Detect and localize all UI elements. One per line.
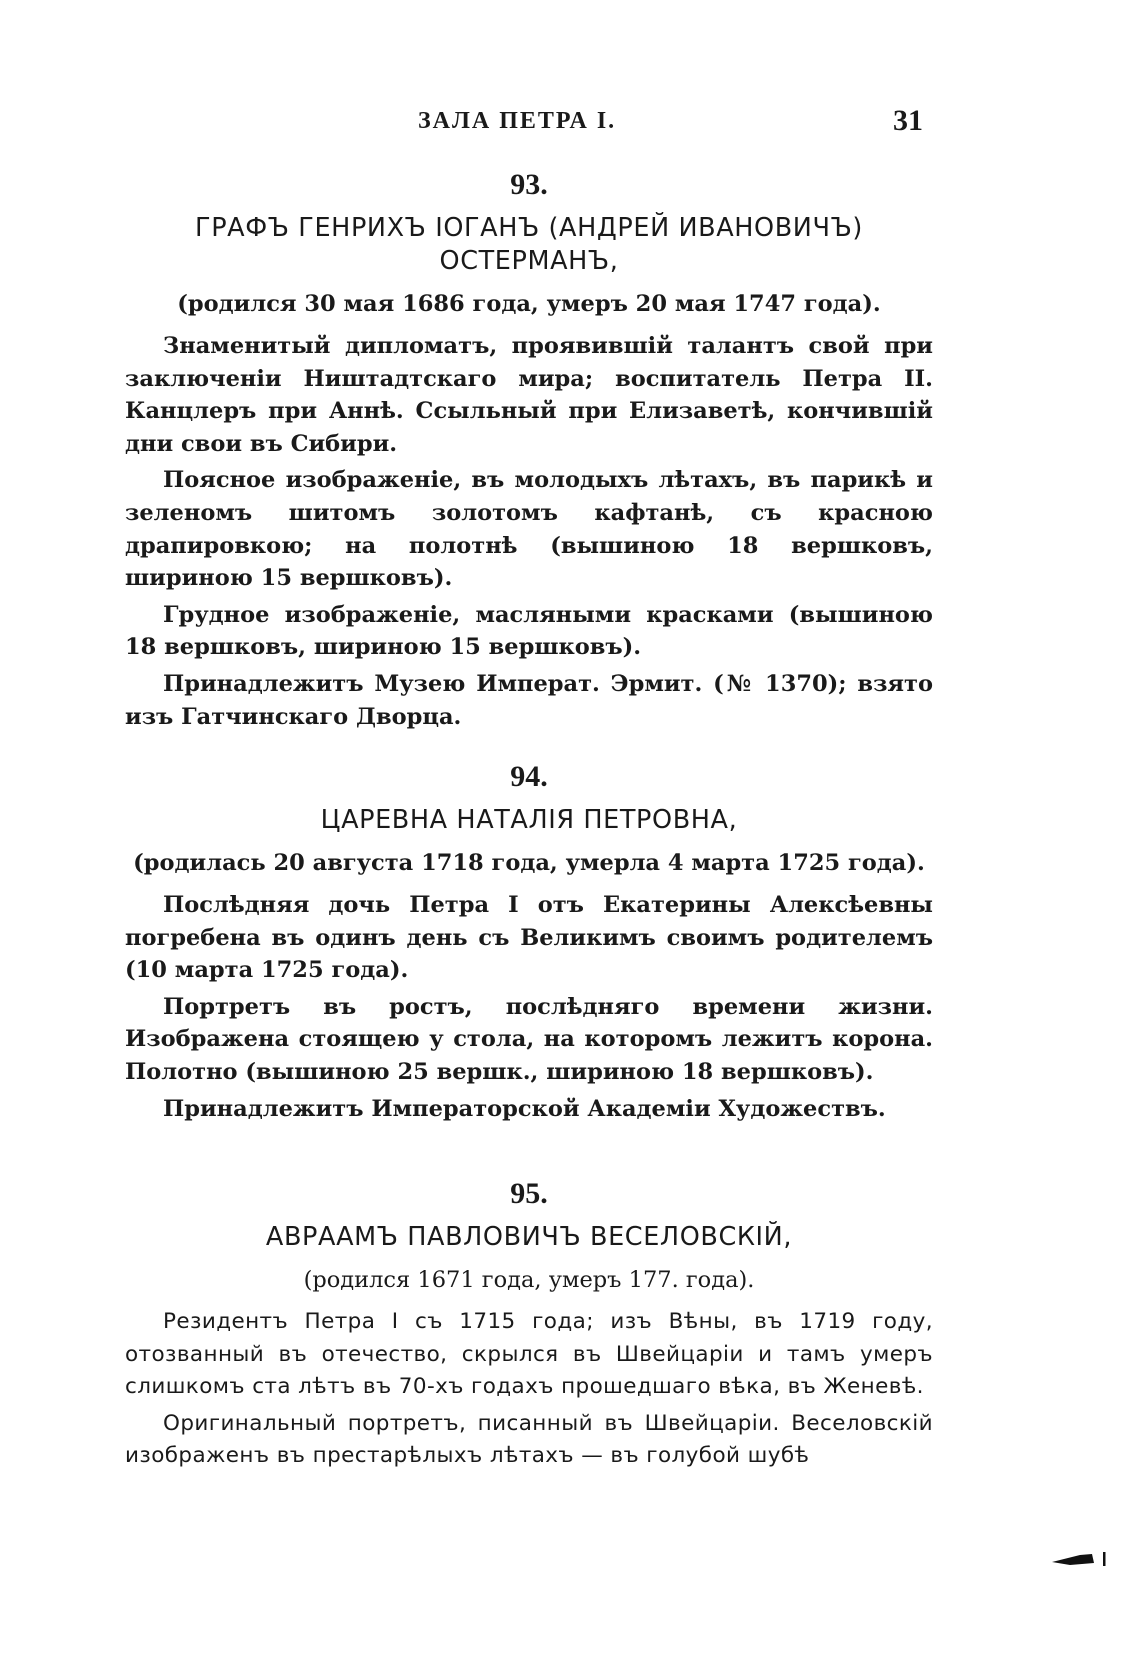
running-head-title: ЗАЛА ПЕТРА I. — [418, 108, 617, 134]
ink-smudge-icon — [1050, 1546, 1110, 1568]
entry-paragraph: Знаменитый дипломатъ, проявившій талантъ свой при заключеніи Ништадтскаго мира; воспитатель Петра II. Канцлеръ при Аннѣ. Ссыльный при Елизаветѣ, кончившій дни свои въ Сибири. — [125, 333, 933, 457]
entry-paragraph: Портретъ въ ростъ, послѣдняго времени жизни. Изображена стоящею у стола, на которомъ лежитъ корона. Полотно (вышиною 25 вершк., шириною 18 вершковъ). — [125, 993, 933, 1085]
entry-name-line-1: ЦАРЕВНА НАТАЛІЯ ПЕТРОВНА, — [320, 805, 738, 835]
entry-name-line-1: АВРААМЪ ПАВЛОВИЧЪ ВЕСЕЛОВСКІЙ, — [265, 1222, 793, 1252]
entry-number: 94. — [510, 760, 548, 793]
entry-paragraph: Грудное изображеніе, масляными красками (вышиною 18 вершковъ, шириною 15 вершковъ). — [125, 601, 933, 661]
entry-number: 93. — [510, 168, 548, 201]
entry-93 — [125, 168, 933, 737]
entry-dates: (родился 30 мая 1686 года, умеръ 20 мая 1747 года). — [177, 291, 881, 317]
entry-paragraph: Послѣдняя дочь Петра I отъ Екатерины Алексѣевны погребена въ одинъ день съ Великимъ своимъ родителемъ (10 марта 1725 года). — [125, 892, 933, 984]
entry-95 — [125, 1177, 933, 1477]
entry-paragraph: Резидентъ Петра I съ 1715 года; изъ Вѣны, въ 1719 году, отозванный въ отечество, скрылся въ Швейцаріи и тамъ умеръ слишкомъ ста лѣтъ въ 70-хъ годахъ прошедшаго вѣка, въ Женевѣ. — [125, 1309, 933, 1400]
entry-dates: (родился 1671 года, умеръ 177. года). — [303, 1267, 755, 1293]
entry-paragraph: Оригинальный портретъ, писанный въ Швейцаріи. Веселовскій изображенъ въ престарѣлыхъ лѣтахъ — въ голубой шубѣ — [125, 1410, 933, 1469]
entry-paragraph: Поясное изображеніе, въ молодыхъ лѣтахъ, въ парикѣ и зеленомъ шитомъ золотомъ кафтанѣ, съ красною драпировкою; на полотнѣ (вышиною 18 вершковъ, шириною 15 вершковъ). — [125, 467, 933, 592]
entry-name-line-1: ГРАФЪ ГЕНРИХЪ ІОГАНЪ (АНДРЕЙ ИВАНОВИЧЪ) — [195, 213, 863, 243]
entry-dates: (родилась 20 августа 1718 года, умерла 4 марта 1725 года). — [133, 850, 925, 876]
page-number: 31 — [893, 104, 923, 137]
entry-paragraph: Принадлежитъ Музею Императ. Эрмит. (№ 1370); взято изъ Гатчинскаго Дворца. — [125, 670, 933, 730]
entry-number: 95. — [510, 1177, 548, 1210]
entry-name-line-2: ОСТЕРМАНЪ, — [439, 246, 619, 276]
entry-94 — [125, 760, 933, 1129]
entry-paragraph: Принадлежитъ Императорской Академіи Художествъ. — [163, 1095, 886, 1122]
